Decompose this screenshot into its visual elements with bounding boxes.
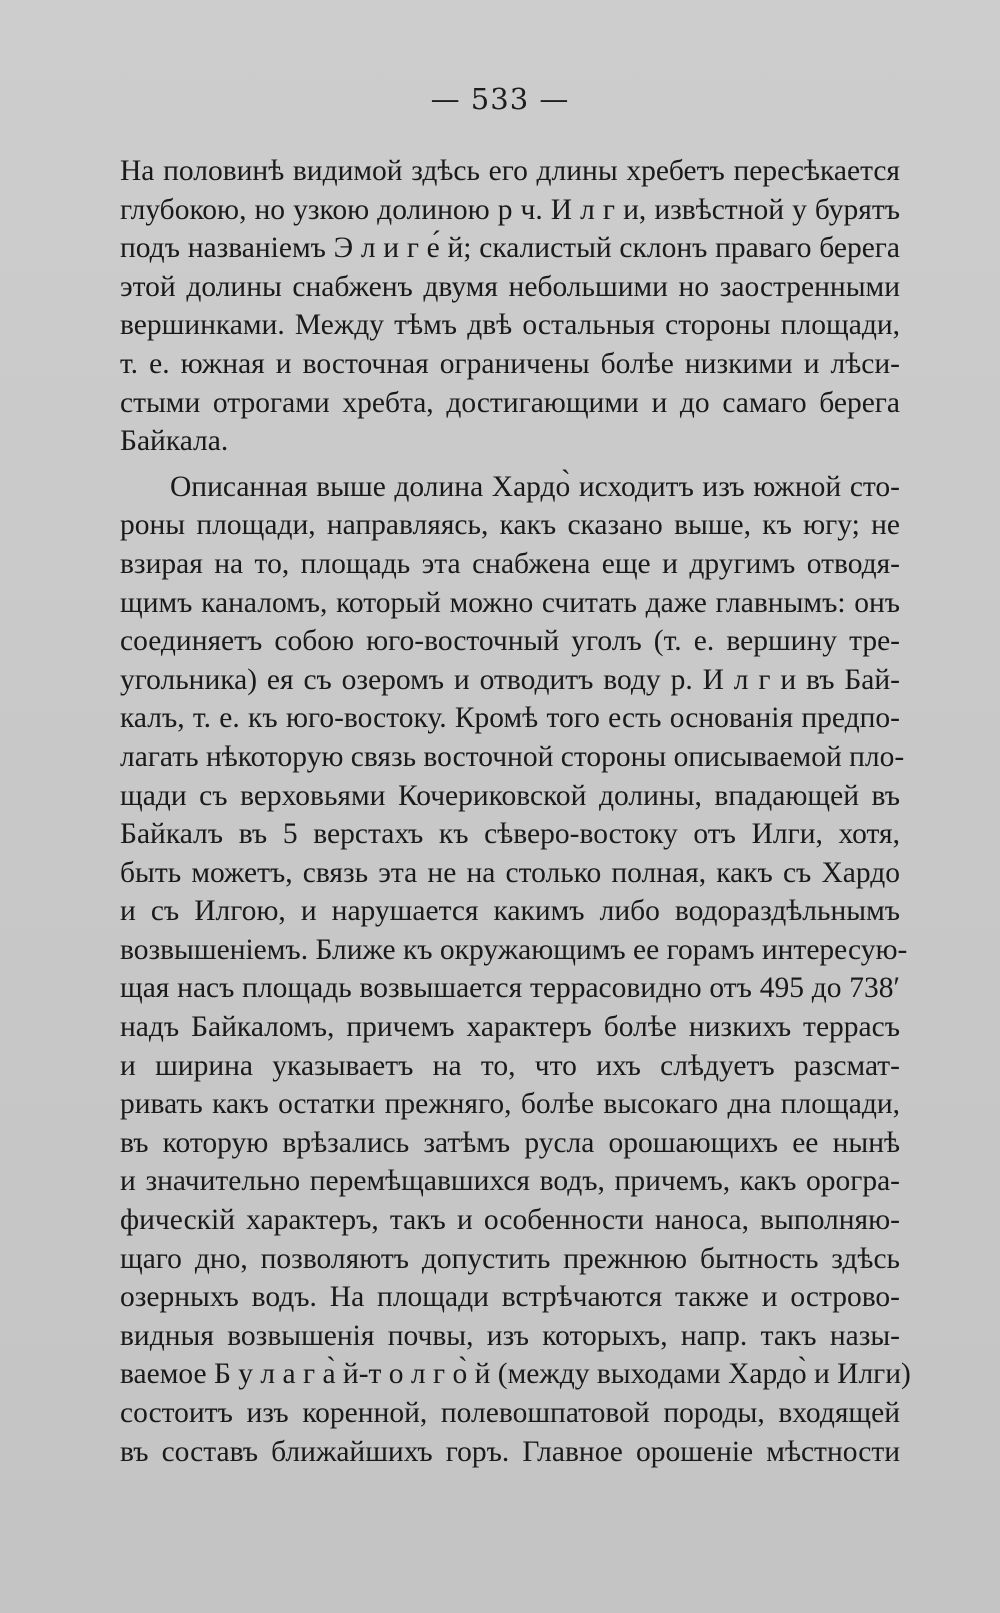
text-line: калъ, т. е. къ юго-востоку. Кромѣ того есть основанія предпо- <box>120 702 900 735</box>
text-line: щимъ каналомъ, который можно считать даже главнымъ: онъ <box>120 586 900 619</box>
text-line: соединяетъ собою юго-восточный уголъ (т. е. вершину тре- <box>120 625 900 658</box>
text-line: подъ названіемъ Э л и г е́ й; скалистый склонъ праваго берега <box>120 232 900 265</box>
text-line: ривать какъ остатки прежняго, болѣе высокаго дна площади, <box>120 1088 900 1121</box>
text-line: видныя возвышенія почвы, изъ которыхъ, напр. такъ назы- <box>120 1319 900 1352</box>
text-line: взирая на то, площадь эта снабжена еще и другимъ отводя- <box>120 547 900 580</box>
text-line: этой долины снабженъ двумя небольшими но заостренными <box>120 270 900 303</box>
paragraph-gap <box>120 461 900 468</box>
text-line: лагать нѣкоторую связь восточной стороны описываемой пло- <box>120 740 905 773</box>
text-line: На половинѣ видимой здѣсь его длины хребетъ пересѣкается <box>120 155 900 187</box>
text-line: т. е. южная и восточная ограничены болѣе низкими и лѣси- <box>120 347 900 380</box>
text-line: Байкалъ въ 5 верстахъ къ сѣверо-востоку отъ Илги, хотя, <box>120 818 900 851</box>
text-line: Описанная выше долина Хардо̀ исходитъ изъ южной сто- <box>170 470 900 503</box>
text-line: озерныхъ водъ. На площади встрѣчаются также и острово- <box>120 1281 900 1314</box>
text-line: въ составъ ближайшихъ горъ. Главное орошеніе мѣстности <box>120 1435 900 1468</box>
paragraph-2 <box>120 468 911 1471</box>
text-line: щади съ верховьями Кочериковской долины, впадающей въ <box>120 779 900 812</box>
text-line: и съ Илгою, и нарушается какимъ либо водораздѣльнымъ <box>120 895 900 928</box>
text-line: возвышеніемъ. Ближе къ окружающимъ ее горамъ интересую- <box>120 933 908 966</box>
text-line: состоитъ изъ коренной, полевошпатовой породы, входящей <box>120 1397 900 1429</box>
text-line: щая насъ площадь возвышается террасовидно отъ 495 до 738′ <box>120 972 900 1005</box>
text-line: вершинками. Между тѣмъ двѣ остальныя стороны площади, <box>120 309 900 342</box>
text-line: Байкала. <box>120 425 229 458</box>
text-line: въ которую врѣзались затѣмъ русла орошающихъ ее нынѣ <box>120 1126 900 1159</box>
page-number: — 533 — <box>430 82 570 116</box>
text-line: стыми отрогами хребта, достигающими и до самаго берега <box>120 386 900 419</box>
text-line: щаго дно, позволяютъ допустить прежнюю бытность здѣсь <box>120 1242 900 1275</box>
text-line: угольника) ея съ озеромъ и отводитъ воду р. И л г и въ Бай- <box>120 663 900 696</box>
text-line: фическій характеръ, такъ и особенности наноса, выполняю- <box>120 1204 900 1237</box>
body-text <box>120 152 911 1471</box>
text-line: глубокою, но узкою долиною р ч. И л г и, извѣстной у бурятъ <box>120 193 900 226</box>
text-line: надъ Байкаломъ, причемъ характеръ болѣе низкихъ террасъ <box>120 1011 900 1044</box>
text-line: и значительно перемѣщавшихся водъ, причемъ, какъ орогра- <box>120 1165 900 1198</box>
paragraph-1 <box>120 152 900 461</box>
text-line: и ширина указываетъ на то, что ихъ слѣдуетъ разсмат- <box>120 1049 900 1082</box>
text-line: быть можетъ, связь эта не на столько полная, какъ съ Хардо <box>120 856 900 889</box>
text-line: роны площади, направляясь, какъ сказано выше, къ югу; не <box>120 509 900 542</box>
text-line: ваемое Б у л а г а̀ й-т о л г о̀ й (между выходами Хардо̀ и Илги) <box>120 1358 911 1391</box>
